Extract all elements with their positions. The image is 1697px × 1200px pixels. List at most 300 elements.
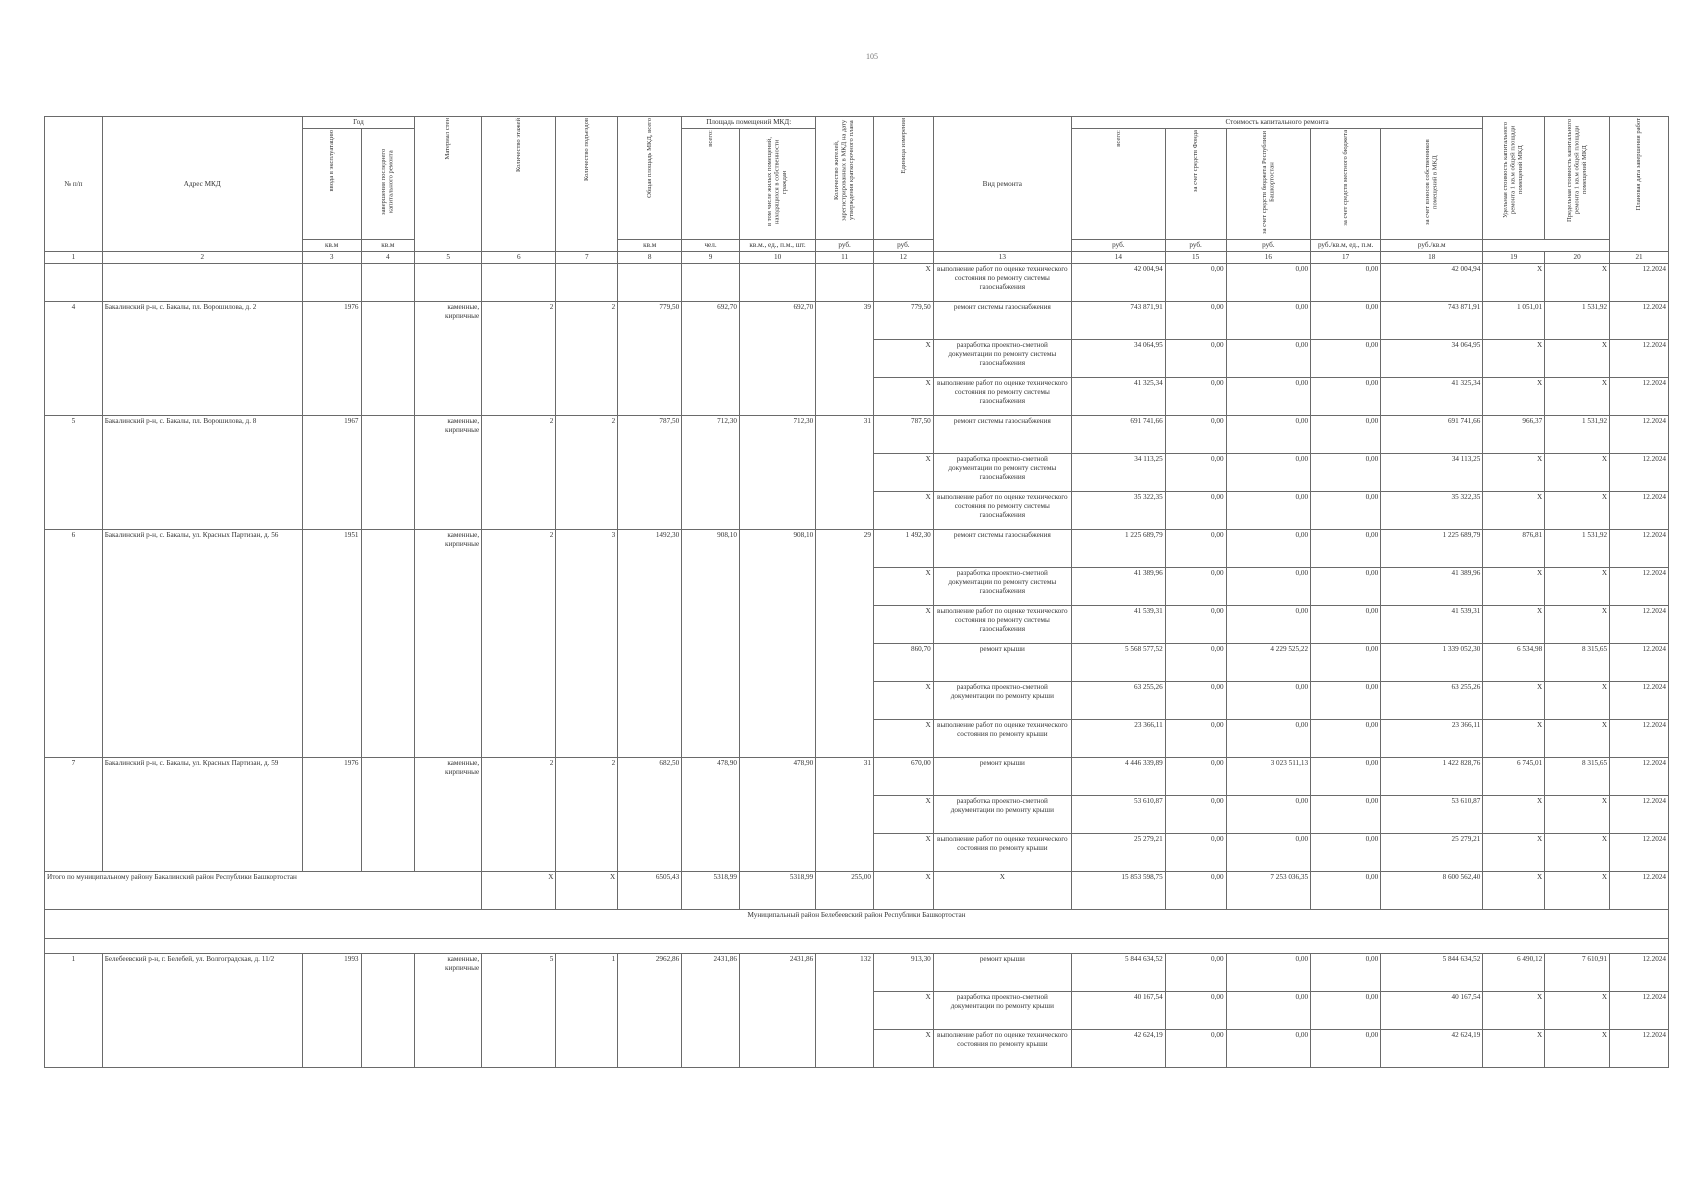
unit-cost-cell: X — [1483, 796, 1545, 834]
unit-cost-cell: X — [1483, 606, 1545, 644]
work-cell: ремонт системы газоснабжения — [933, 302, 1071, 340]
total-cell: 41 325,34 — [1071, 378, 1165, 416]
total-cell: 40 167,54 — [1071, 992, 1165, 1030]
owners-cell: 42 624,19 — [1381, 1030, 1483, 1068]
header-year-group: Год — [302, 117, 414, 129]
premises-total-cell: 5318,99 — [682, 872, 740, 910]
table-row-building-4 — [45, 302, 1669, 340]
rb-cell: 0,00 — [1226, 492, 1311, 530]
max-cost-cell: 1 531,92 — [1545, 302, 1610, 340]
qty-cell: 787,50 — [873, 416, 933, 454]
unit-cost-cell: X — [1483, 378, 1545, 416]
date-cell: 12.2024 — [1610, 568, 1669, 606]
row-number: 7 — [45, 758, 103, 872]
residents-cell: 255,00 — [816, 872, 874, 910]
header-year-commission: ввода в эксплуатацию — [302, 129, 361, 240]
unit-cost-cell: 6 534,98 — [1483, 644, 1545, 682]
fund-cell: 0,00 — [1165, 492, 1226, 530]
table-row-belebey-1 — [45, 954, 1669, 992]
local-cell: 0,00 — [1311, 992, 1381, 1030]
local-cell: 0,00 — [1311, 568, 1381, 606]
area-cell: 779,50 — [618, 302, 682, 416]
unit-cell: X — [873, 992, 933, 1030]
date-cell: 12.2024 — [1610, 682, 1669, 720]
header-premises-total: всего: — [682, 129, 740, 240]
local-cell: 0,00 — [1311, 720, 1381, 758]
floors-cell: 5 — [482, 954, 556, 1068]
work-cell: ремонт системы газоснабжения — [933, 416, 1071, 454]
header-deadline: Плановая дата завершения работ — [1610, 117, 1669, 252]
header-premises-owned: в том числе жилых помещений, находящихся в собственности граждан — [739, 129, 815, 240]
unit-cell: X — [873, 264, 933, 302]
owners-cell: 25 279,21 — [1381, 834, 1483, 872]
total-cell: 5 568 577,52 — [1071, 644, 1165, 682]
qty-cell: 860,70 — [873, 644, 933, 682]
date-cell: 12.2024 — [1610, 872, 1669, 910]
local-cell: 0,00 — [1311, 378, 1381, 416]
residents-cell: 29 — [816, 530, 874, 758]
total-cell: 34 113,25 — [1071, 454, 1165, 492]
local-cell: 0,00 — [1311, 454, 1381, 492]
date-cell: 12.2024 — [1610, 954, 1669, 992]
work-cell: выполнение работ по оценке технического состояния по ремонту системы газоснабжения — [933, 606, 1071, 644]
fund-cell: 0,00 — [1165, 682, 1226, 720]
max-cost-cell: X — [1545, 796, 1610, 834]
col-number: 2 — [102, 252, 302, 264]
unit-unit-cost: руб./кв.м, ед., п.м. — [1311, 240, 1381, 252]
qty-cell: 913,30 — [873, 954, 933, 992]
date-cell: 12.2024 — [1610, 302, 1669, 340]
unit-residents: чел. — [682, 240, 740, 252]
unit-cost-local: руб. — [1165, 240, 1226, 252]
header-wall-material: Материал стен — [415, 117, 482, 252]
address-cell: Бакалинский р-н, с. Бакалы, ул. Красных Партизан, д. 56 — [102, 530, 302, 758]
header-cost-group: Стоимость капитального ремонта — [1071, 117, 1482, 129]
qty-cell: 1 492,30 — [873, 530, 933, 568]
area-cell: 787,50 — [618, 416, 682, 530]
unit-cell: X — [873, 796, 933, 834]
rb-cell: 4 229 525,22 — [1226, 644, 1311, 682]
col-number: 6 — [482, 252, 556, 264]
owners-cell: 53 610,87 — [1381, 796, 1483, 834]
date-cell: 12.2024 — [1610, 796, 1669, 834]
owners-cell: 34 113,25 — [1381, 454, 1483, 492]
area-cell: 2962,86 — [618, 954, 682, 1068]
col-number: 5 — [415, 252, 482, 264]
rb-cell: 0,00 — [1226, 454, 1311, 492]
rb-cell: 0,00 — [1226, 264, 1311, 302]
work-cell: разработка проектно-сметной документации по ремонту системы газоснабжения — [933, 568, 1071, 606]
unit-cost-cell: 1 051,01 — [1483, 302, 1545, 340]
total-cell: 23 366,11 — [1071, 720, 1165, 758]
unit-cell: X — [873, 606, 933, 644]
unit-cost-cell: X — [1483, 682, 1545, 720]
premises-owned-cell: 478,90 — [739, 758, 815, 872]
x-cell: X — [1545, 872, 1610, 910]
work-cell: ремонт крыши — [933, 954, 1071, 992]
area-cell: 6505,43 — [618, 872, 682, 910]
local-cell: 0,00 — [1311, 796, 1381, 834]
material-cell: каменные, кирпичные — [415, 758, 482, 872]
fund-cell: 0,00 — [1165, 264, 1226, 302]
local-cell: 0,00 — [1311, 834, 1381, 872]
unit-cost-cell: X — [1483, 454, 1545, 492]
header-address: Адрес МКД — [102, 117, 302, 252]
local-cell: 0,00 — [1311, 758, 1381, 796]
work-cell: разработка проектно-сметной документации по ремонту системы газоснабжения — [933, 340, 1071, 378]
unit-cost-cell: 966,37 — [1483, 416, 1545, 454]
total-cell: 41 539,31 — [1071, 606, 1165, 644]
owners-cell: 34 064,95 — [1381, 340, 1483, 378]
col-number: 8 — [618, 252, 682, 264]
entrances-cell: 2 — [556, 302, 618, 416]
unit-cost-fund: руб. — [873, 240, 933, 252]
date-cell: 12.2024 — [1610, 454, 1669, 492]
max-cost-cell: 8 315,65 — [1545, 644, 1610, 682]
unit-premises-total: кв.м — [361, 240, 415, 252]
work-cell: ремонт крыши — [933, 644, 1071, 682]
row-number: 5 — [45, 416, 103, 530]
work-cell: выполнение работ по оценке технического состояния по ремонту системы газоснабжения — [933, 264, 1071, 302]
rb-cell: 0,00 — [1226, 340, 1311, 378]
unit-cell: X — [873, 492, 933, 530]
work-cell: ремонт системы газоснабжения — [933, 530, 1071, 568]
floors-cell: 2 — [482, 302, 556, 416]
address-cell: Бакалинский р-н, с. Бакалы, ул. Красных Партизан, д. 59 — [102, 758, 302, 872]
x-cell: X — [1483, 872, 1545, 910]
address-cell: Бакалинский р-н, с. Бакалы, пл. Ворошилова, д. 8 — [102, 416, 302, 530]
local-cell: 0,00 — [1311, 530, 1381, 568]
max-cost-cell: 8 315,65 — [1545, 758, 1610, 796]
rb-cell: 3 023 511,13 — [1226, 758, 1311, 796]
fund-cell: 0,00 — [1165, 758, 1226, 796]
col-number: 1 — [45, 252, 103, 264]
total-cell: 691 741,66 — [1071, 416, 1165, 454]
unit-premises-owned: кв.м — [618, 240, 682, 252]
unit-cell: X — [873, 340, 933, 378]
owners-cell: 691 741,66 — [1381, 416, 1483, 454]
date-cell: 12.2024 — [1610, 834, 1669, 872]
work-cell: разработка проектно-сметной документации по ремонту крыши — [933, 992, 1071, 1030]
unit-cost-cell: 876,81 — [1483, 530, 1545, 568]
premises-owned-cell: 908,10 — [739, 530, 815, 758]
rb-cell: 7 253 036,35 — [1226, 872, 1311, 910]
local-cell: 0,00 — [1311, 416, 1381, 454]
max-cost-cell: X — [1545, 568, 1610, 606]
fund-cell: 0,00 — [1165, 796, 1226, 834]
fund-cell: 0,00 — [1165, 954, 1226, 992]
fund-cell: 0,00 — [1165, 302, 1226, 340]
rb-cell: 0,00 — [1226, 568, 1311, 606]
max-cost-cell: X — [1545, 454, 1610, 492]
address-cell: Бакалинский р-н, с. Бакалы, пл. Ворошилова, д. 2 — [102, 302, 302, 416]
material-cell: каменные, кирпичные — [415, 530, 482, 758]
page-number: 105 — [866, 52, 878, 61]
col-number: 18 — [1381, 252, 1483, 264]
unit-cost-cell: X — [1483, 264, 1545, 302]
max-cost-cell: X — [1545, 340, 1610, 378]
work-cell: ремонт крыши — [933, 758, 1071, 796]
work-cell: выполнение работ по оценке технического состояния по ремонту крыши — [933, 834, 1071, 872]
max-cost-cell: X — [1545, 606, 1610, 644]
floors-cell: 2 — [482, 530, 556, 758]
work-cell: выполнение работ по оценке технического состояния по ремонту крыши — [933, 1030, 1071, 1068]
col-number: 16 — [1226, 252, 1311, 264]
year-cell: 1993 — [302, 954, 361, 1068]
premises-owned-cell: 2431,86 — [739, 954, 815, 1068]
max-cost-cell: X — [1545, 264, 1610, 302]
col-number: 3 — [302, 252, 361, 264]
header-max-cost: Предельная стоимость капитального ремонта 1 кв.м общей площади помещений МКД — [1545, 117, 1610, 240]
max-cost-cell: X — [1545, 378, 1610, 416]
x-cell: X — [873, 872, 933, 910]
material-cell: каменные, кирпичные — [415, 416, 482, 530]
table-row-district-banner — [45, 910, 1669, 939]
date-cell: 12.2024 — [1610, 264, 1669, 302]
rb-cell: 0,00 — [1226, 606, 1311, 644]
x-cell: X — [482, 872, 556, 910]
table-row-subtotal — [45, 872, 1669, 910]
header-cost-fund: за счет средств Фонда — [1165, 129, 1226, 240]
header-unit: Единица измерения — [873, 117, 933, 240]
qty-cell: 779,50 — [873, 302, 933, 340]
unit-cost-rb: руб. — [1071, 240, 1165, 252]
unit-cost-cell: X — [1483, 492, 1545, 530]
max-cost-cell: X — [1545, 682, 1610, 720]
date-cell: 12.2024 — [1610, 992, 1669, 1030]
total-cell: 5 844 634,52 — [1071, 954, 1165, 992]
local-cell: 0,00 — [1311, 302, 1381, 340]
row-number: 4 — [45, 302, 103, 416]
owners-cell: 1 225 689,79 — [1381, 530, 1483, 568]
row-number: 1 — [45, 954, 103, 1068]
work-cell: выполнение работ по оценке технического состояния по ремонту системы газоснабжения — [933, 378, 1071, 416]
material-cell: каменные, кирпичные — [415, 302, 482, 416]
rb-cell: 0,00 — [1226, 302, 1311, 340]
header-floors: Количество этажей — [482, 117, 556, 252]
date-cell: 12.2024 — [1610, 416, 1669, 454]
unit-cost-cell: X — [1483, 992, 1545, 1030]
fund-cell: 0,00 — [1165, 530, 1226, 568]
header-cost-total: всего: — [1071, 129, 1165, 240]
rb-cell: 0,00 — [1226, 378, 1311, 416]
fund-cell: 0,00 — [1165, 568, 1226, 606]
rb-cell: 0,00 — [1226, 834, 1311, 872]
total-cell: 1 225 689,79 — [1071, 530, 1165, 568]
fund-cell: 0,00 — [1165, 644, 1226, 682]
premises-owned-cell: 5318,99 — [739, 872, 815, 910]
x-cell: X — [933, 872, 1071, 910]
max-cost-cell: 7 610,91 — [1545, 954, 1610, 992]
fund-cell: 0,00 — [1165, 416, 1226, 454]
total-cell: 35 322,35 — [1071, 492, 1165, 530]
fund-cell: 0,00 — [1165, 872, 1226, 910]
total-cell: 4 446 339,89 — [1071, 758, 1165, 796]
date-cell: 12.2024 — [1610, 644, 1669, 682]
date-cell: 12.2024 — [1610, 1030, 1669, 1068]
residents-cell: 31 — [816, 758, 874, 872]
total-cell: 42 004,94 — [1071, 264, 1165, 302]
col-number: 17 — [1311, 252, 1381, 264]
total-cell: 15 853 598,75 — [1071, 872, 1165, 910]
header-total-area: Общая площадь МКД, всего — [618, 117, 682, 240]
unit-cost-cell: X — [1483, 1030, 1545, 1068]
premises-total-cell: 2431,86 — [682, 954, 740, 1068]
unit-cell: X — [873, 378, 933, 416]
rb-cell: 0,00 — [1226, 796, 1311, 834]
owners-cell: 63 255,26 — [1381, 682, 1483, 720]
col-number: 12 — [873, 252, 933, 264]
premises-total-cell: 908,10 — [682, 530, 740, 758]
unit-cost-cell: 6 745,01 — [1483, 758, 1545, 796]
row-number: 6 — [45, 530, 103, 758]
date-cell: 12.2024 — [1610, 492, 1669, 530]
work-cell: выполнение работ по оценке технического состояния по ремонту системы газоснабжения — [933, 492, 1071, 530]
date-cell: 12.2024 — [1610, 606, 1669, 644]
unit-max-cost: руб./кв.м — [1381, 240, 1483, 252]
total-cell: 41 389,96 — [1071, 568, 1165, 606]
rb-cell: 0,00 — [1226, 682, 1311, 720]
entrances-cell: 2 — [556, 416, 618, 530]
owners-cell: 35 322,35 — [1381, 492, 1483, 530]
entrances-cell: 1 — [556, 954, 618, 1068]
total-cell: 743 871,91 — [1071, 302, 1165, 340]
col-number: 21 — [1610, 252, 1669, 264]
subtotal-label: Итого по муниципальному району Бакалинский район Республики Башкортостан — [45, 872, 482, 910]
total-cell: 25 279,21 — [1071, 834, 1165, 872]
header-year-last-repair: завершения последнего капитального ремонта — [361, 129, 415, 240]
qty-cell: 670,00 — [873, 758, 933, 796]
header-row-1 — [45, 117, 1669, 129]
date-cell: 12.2024 — [1610, 378, 1669, 416]
owners-cell: 743 871,91 — [1381, 302, 1483, 340]
rb-cell: 0,00 — [1226, 530, 1311, 568]
header-entrances: Количество подъездов — [556, 117, 618, 252]
rb-cell: 0,00 — [1226, 416, 1311, 454]
year-cell: 1967 — [302, 416, 361, 530]
unit-cell: X — [873, 682, 933, 720]
floors-cell: 2 — [482, 416, 556, 530]
owners-cell: 41 389,96 — [1381, 568, 1483, 606]
col-number: 19 — [1483, 252, 1545, 264]
fund-cell: 0,00 — [1165, 606, 1226, 644]
fund-cell: 0,00 — [1165, 378, 1226, 416]
rb-cell: 0,00 — [1226, 720, 1311, 758]
local-cell: 0,00 — [1311, 492, 1381, 530]
unit-total-area: кв.м — [302, 240, 361, 252]
floors-cell: 2 — [482, 758, 556, 872]
header-premises-group: Площадь помещений МКД: — [682, 117, 816, 129]
col-number: 15 — [1165, 252, 1226, 264]
owners-cell: 40 167,54 — [1381, 992, 1483, 1030]
table-row-building-5 — [45, 416, 1669, 454]
header-unit-cost: Удельная стоимость капитального ремонта 1 кв.м общей площади помещений МКД — [1483, 117, 1545, 240]
unit-cell: X — [873, 834, 933, 872]
owners-cell: 5 844 634,52 — [1381, 954, 1483, 992]
work-cell: выполнение работ по оценке технического состояния по ремонту крыши — [933, 720, 1071, 758]
fund-cell: 0,00 — [1165, 992, 1226, 1030]
unit-cell: X — [873, 454, 933, 492]
premises-total-cell: 692,70 — [682, 302, 740, 416]
header-cost-local: за счет средств местного бюджета — [1311, 129, 1381, 240]
area-cell: 682,50 — [618, 758, 682, 872]
owners-cell: 42 004,94 — [1381, 264, 1483, 302]
residents-cell: 39 — [816, 302, 874, 416]
date-cell: 12.2024 — [1610, 758, 1669, 796]
max-cost-cell: X — [1545, 492, 1610, 530]
owners-cell: 41 325,34 — [1381, 378, 1483, 416]
owners-cell: 41 539,31 — [1381, 606, 1483, 644]
max-cost-cell: X — [1545, 1030, 1610, 1068]
table-row-building-7 — [45, 758, 1669, 796]
entrances-cell: 2 — [556, 758, 618, 872]
unit-cost-total: руб. — [816, 240, 874, 252]
col-number: 14 — [1071, 252, 1165, 264]
x-cell: X — [556, 872, 618, 910]
year-cell: 1951 — [302, 530, 361, 758]
rb-cell: 0,00 — [1226, 1030, 1311, 1068]
total-cell: 53 610,87 — [1071, 796, 1165, 834]
max-cost-cell: 1 531,92 — [1545, 530, 1610, 568]
premises-total-cell: 712,30 — [682, 416, 740, 530]
fund-cell: 0,00 — [1165, 834, 1226, 872]
owners-cell: 1 339 052,30 — [1381, 644, 1483, 682]
unit-cell: X — [873, 568, 933, 606]
date-cell: 12.2024 — [1610, 340, 1669, 378]
district-banner: Муниципальный район Белебеевский район Республики Башкортостан — [45, 910, 1669, 939]
column-numbers-row — [45, 252, 1669, 264]
local-cell: 0,00 — [1311, 264, 1381, 302]
date-cell: 12.2024 — [1610, 530, 1669, 568]
col-number: 4 — [361, 252, 415, 264]
total-cell: 34 064,95 — [1071, 340, 1165, 378]
local-cell: 0,00 — [1311, 682, 1381, 720]
premises-total-cell: 478,90 — [682, 758, 740, 872]
work-cell: разработка проектно-сметной документации по ремонту системы газоснабжения — [933, 454, 1071, 492]
unit-cost-cell: X — [1483, 340, 1545, 378]
premises-owned-cell: 692,70 — [739, 302, 815, 416]
owners-cell: 1 422 828,76 — [1381, 758, 1483, 796]
unit-cost-cell: X — [1483, 834, 1545, 872]
header-repair-type: Вид ремонта — [933, 117, 1071, 252]
work-cell: разработка проектно-сметной документации по ремонту крыши — [933, 682, 1071, 720]
table-row-building-6 — [45, 530, 1669, 568]
local-cell: 0,00 — [1311, 954, 1381, 992]
max-cost-cell: X — [1545, 834, 1610, 872]
local-cell: 0,00 — [1311, 1030, 1381, 1068]
col-number: 10 — [739, 252, 815, 264]
col-number: 11 — [816, 252, 874, 264]
table-row-blank — [45, 939, 1669, 954]
year-cell: 1976 — [302, 302, 361, 416]
owners-cell: 23 366,11 — [1381, 720, 1483, 758]
max-cost-cell: 1 531,92 — [1545, 416, 1610, 454]
unit-cost-cell: X — [1483, 720, 1545, 758]
fund-cell: 0,00 — [1165, 1030, 1226, 1068]
header-cost-owners: за счет взносов собственников помещений в МКД — [1381, 129, 1483, 240]
total-cell: 42 624,19 — [1071, 1030, 1165, 1068]
col-number: 20 — [1545, 252, 1610, 264]
unit-cell: X — [873, 720, 933, 758]
fund-cell: 0,00 — [1165, 340, 1226, 378]
premises-owned-cell: 712,30 — [739, 416, 815, 530]
rb-cell: 0,00 — [1226, 992, 1311, 1030]
col-number: 13 — [933, 252, 1071, 264]
fund-cell: 0,00 — [1165, 720, 1226, 758]
table-row-carry — [45, 264, 1669, 302]
material-cell: каменные, кирпичные — [415, 954, 482, 1068]
header-n: № п/п — [45, 117, 103, 252]
